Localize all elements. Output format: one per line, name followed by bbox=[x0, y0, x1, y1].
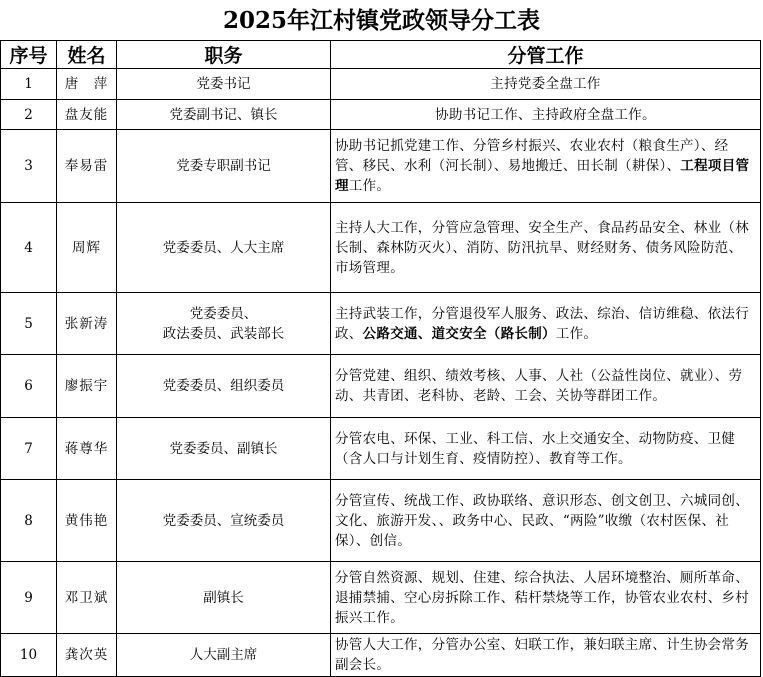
row-no: 1 bbox=[1, 69, 57, 100]
row-name: 盘友能 bbox=[57, 100, 117, 130]
table-row bbox=[1, 100, 761, 130]
row-name: 廖振宇 bbox=[57, 355, 117, 418]
header-row bbox=[1, 41, 761, 69]
header-name: 姓名 bbox=[57, 41, 117, 69]
post-line: 政法委员、武装部长 bbox=[162, 325, 285, 342]
row-post bbox=[117, 293, 331, 355]
row-post: 党委委员、人大主席 bbox=[117, 203, 331, 293]
row-no: 2 bbox=[1, 100, 57, 130]
row-post: 党委委员、组织委员 bbox=[117, 355, 331, 418]
row-duty: 协管人大工作，分管办公室、妇联工作，兼妇联主席、计生协会常务副会长。 bbox=[331, 634, 761, 677]
row-no: 4 bbox=[1, 203, 57, 293]
row-name: 张新涛 bbox=[57, 293, 117, 355]
table-row bbox=[1, 293, 761, 355]
row-no: 10 bbox=[1, 634, 57, 677]
duty-text: 协助书记抓党建工作、分管乡村振兴、农业农村（粮食生产）、经管、移民、水利（河长制）、易地搬迁、田长制（耕保）、 bbox=[335, 138, 729, 174]
row-name: 邓卫斌 bbox=[57, 562, 117, 634]
row-post: 党委副书记、镇长 bbox=[117, 100, 331, 130]
post-line: 党委委员、 bbox=[189, 305, 258, 322]
table-row bbox=[1, 69, 761, 100]
row-duty bbox=[331, 130, 761, 203]
row-name: 龚次英 bbox=[57, 634, 117, 677]
row-name: 蒋尊华 bbox=[57, 418, 117, 480]
row-no: 8 bbox=[1, 480, 57, 562]
table-row bbox=[1, 355, 761, 418]
duty-text: 工作。 bbox=[555, 325, 598, 342]
row-name: 奉易雷 bbox=[57, 130, 117, 203]
row-post: 党委委员、宣统委员 bbox=[117, 480, 331, 562]
duty-bold-text: 公路交通、道交安全（路长制） bbox=[362, 325, 556, 342]
row-name: 黄伟艳 bbox=[57, 480, 117, 562]
table-row bbox=[1, 418, 761, 480]
table-row bbox=[1, 480, 761, 562]
row-post: 副镇长 bbox=[117, 562, 331, 634]
row-name: 周辉 bbox=[57, 203, 117, 293]
row-duty: 分管党建、组织、绩效考核、人事、人社（公益性岗位、就业）、劳动、共青团、老科协、老龄、工会、关协等群团工作。 bbox=[331, 355, 761, 418]
table-row bbox=[1, 130, 761, 203]
table-row bbox=[1, 203, 761, 293]
duty-bold-text: 工程项目管理 bbox=[335, 158, 750, 194]
row-duty bbox=[331, 293, 761, 355]
row-duty: 分管宣传、统战工作、政协联络、意识形态、创文创卫、六城同创、文化、旅游开发、、政务中心、民政、“两险”收缴（农村医保、社保）、创信。 bbox=[331, 480, 761, 562]
table-row bbox=[1, 634, 761, 677]
row-no: 3 bbox=[1, 130, 57, 203]
table-row bbox=[1, 562, 761, 634]
row-no: 6 bbox=[1, 355, 57, 418]
row-post: 党委委员、副镇长 bbox=[117, 418, 331, 480]
row-no: 5 bbox=[1, 293, 57, 355]
header-no: 序号 bbox=[1, 41, 57, 69]
duty-text: 工作。 bbox=[348, 178, 391, 194]
page-title: 2025年江村镇党政领导分工表 bbox=[222, 7, 540, 34]
row-duty: 分管自然资源、规划、住建、综合执法、人居环境整治、厕所革命、退捕禁捕、空心房拆除工作、秸杆禁烧等工作，协管农业农村、乡村振兴工作。 bbox=[331, 562, 761, 634]
row-no: 7 bbox=[1, 418, 57, 480]
header-post: 职务 bbox=[117, 41, 331, 69]
row-post: 党委专职副书记 bbox=[117, 130, 331, 203]
row-post: 党委书记 bbox=[117, 69, 331, 100]
leadership-table bbox=[0, 40, 761, 677]
row-duty: 分管农电、环保、工业、科工信、水上交通安全、动物防疫、卫健（含人口与计划生育、疫情防控）、教育等工作。 bbox=[331, 418, 761, 480]
row-name: 唐 萍 bbox=[57, 69, 117, 100]
duty-text: 主持武装工作，分管退役军人服务、政法、综治、信访维稳、依法行政、 bbox=[335, 305, 749, 342]
header-duty: 分管工作 bbox=[331, 41, 761, 69]
row-duty: 协助书记工作、主持政府全盘工作。 bbox=[331, 100, 761, 130]
row-no: 9 bbox=[1, 562, 57, 634]
row-duty: 主持人大工作，分管应急管理、安全生产、食品药品安全、林业（林长制、森林防灭火）、消防、防汛抗旱、财经财务、债务风险防范、市场管理。 bbox=[331, 203, 761, 293]
row-duty: 主持党委全盘工作 bbox=[331, 69, 761, 100]
row-post: 人大副主席 bbox=[117, 634, 331, 677]
